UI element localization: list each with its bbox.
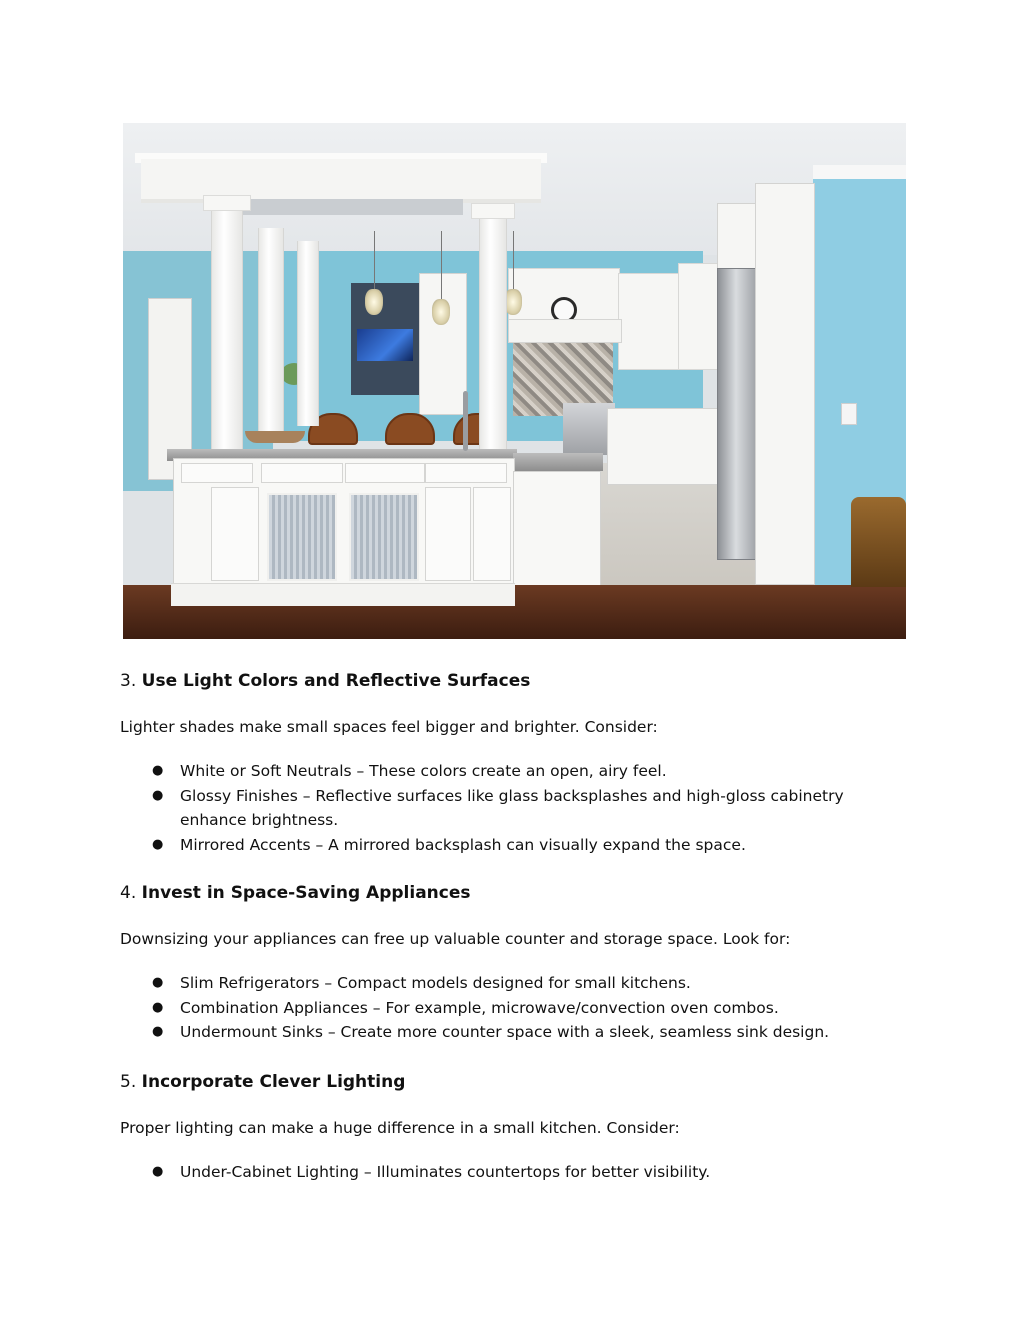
photo-crown-molding	[813, 165, 906, 179]
photo-refrigerator	[717, 268, 759, 560]
photo-island-base	[171, 583, 515, 606]
bullet-icon: ●	[152, 763, 164, 778]
photo-chest	[851, 497, 906, 587]
photo-upper-cabinet	[618, 273, 680, 370]
bullet-list	[120, 971, 900, 1045]
bullet-list	[120, 1160, 900, 1185]
photo-faucet	[463, 391, 468, 451]
photo-drawer	[425, 463, 507, 483]
photo-upper-cabinet	[678, 263, 720, 370]
photo-light-switch	[841, 403, 857, 425]
photo-tv	[357, 329, 413, 361]
section-heading: 5. Incorporate Clever Lighting	[120, 1072, 406, 1092]
photo-ceiling-beam	[141, 159, 541, 203]
photo-pantry-cabinet	[419, 273, 467, 415]
kitchen-photo	[123, 123, 906, 639]
list-item: ● Under-Cabinet Lighting – Illuminates countertops for better visibility.	[120, 1160, 900, 1185]
photo-glass-door	[349, 493, 419, 581]
photo-pendant-light	[365, 289, 383, 315]
photo-cabinet-door	[425, 487, 471, 581]
photo-column	[479, 211, 507, 451]
list-item: ● White or Soft Neutrals – These colors create an open, airy feel.	[120, 759, 900, 784]
photo-fruit-bowl	[245, 431, 305, 443]
photo-column-capital	[471, 203, 515, 219]
photo-column	[211, 201, 243, 451]
list-item: ● Combination Appliances – For example, microwave/convection oven combos.	[120, 996, 900, 1021]
bullet-icon: ●	[152, 999, 164, 1015]
photo-column	[297, 241, 319, 426]
photo-pendant-cord	[374, 231, 375, 291]
photo-cabinet-door	[473, 487, 511, 581]
list-item: ● Undermount Sinks – Create more counter space with a sleek, seamless sink design.	[120, 1020, 900, 1045]
photo-glass-door	[267, 493, 337, 581]
photo-cabinet-door	[211, 487, 259, 581]
photo-pendant-cord	[441, 231, 442, 301]
bullet-list	[120, 759, 900, 857]
photo-column-capital	[203, 195, 251, 211]
bullet-icon: ●	[152, 836, 164, 852]
photo-drawer	[181, 463, 253, 483]
photo-ceiling-recess	[243, 199, 463, 215]
photo-island-end	[513, 471, 601, 603]
section-heading: 4. Invest in Space-Saving Appliances	[120, 883, 471, 903]
bullet-icon: ●	[152, 1164, 164, 1179]
photo-tall-cabinet	[755, 183, 815, 585]
list-item: ● Mirrored Accents – A mirrored backsplash can visually expand the space.	[120, 833, 900, 858]
photo-pendant-cord	[513, 231, 514, 291]
photo-range-hood	[508, 319, 622, 343]
bullet-icon: ●	[152, 1024, 164, 1039]
bullet-icon: ●	[152, 975, 164, 990]
photo-lower-cabinet	[607, 408, 719, 485]
section-intro: Lighter shades make small spaces feel bigger and brighter. Consider:	[120, 718, 658, 736]
list-item: ● Slim Refrigerators – Compact models designed for small kitchens.	[120, 971, 900, 996]
list-item: ● Glossy Finishes – Reflective surfaces like glass backsplashes and high-gloss cabinetry enhance brightness.	[120, 784, 900, 833]
photo-upper-cabinet	[717, 203, 759, 275]
photo-column	[258, 228, 284, 433]
photo-drawer	[261, 463, 343, 483]
photo-countertop	[513, 453, 603, 471]
photo-drawer	[345, 463, 425, 483]
section-intro: Proper lighting can make a huge difference in a small kitchen. Consider:	[120, 1119, 680, 1137]
bullet-icon: ●	[152, 787, 164, 803]
section-heading: 3. Use Light Colors and Reflective Surfaces	[120, 671, 531, 691]
photo-pendant-light	[432, 299, 450, 325]
section-intro: Downsizing your appliances can free up valuable counter and storage space. Look for:	[120, 930, 791, 948]
